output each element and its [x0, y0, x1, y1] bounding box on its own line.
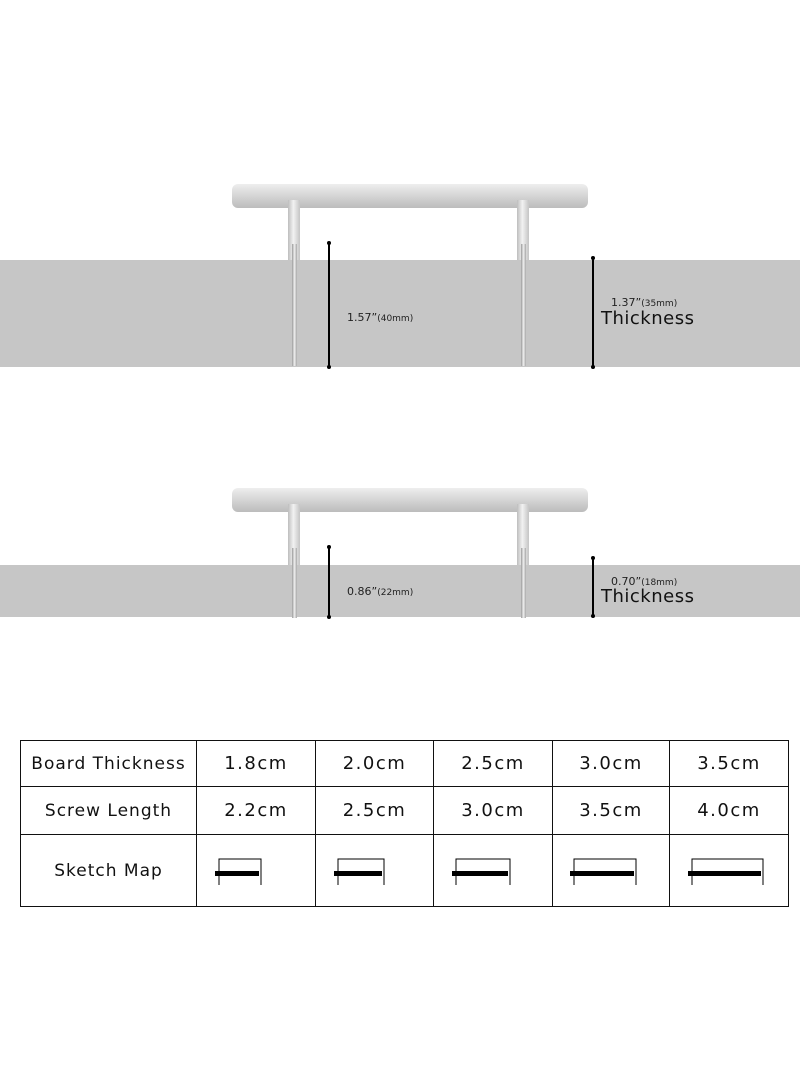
table-row-screw-length [21, 787, 789, 835]
sketch-icon [684, 851, 774, 891]
thickness-inch: 0.70” [611, 575, 642, 588]
thickness-inch: 1.37” [611, 296, 642, 309]
board-thickness-cell: 3.5cm [670, 741, 789, 787]
row-label-sketch-map: Sketch Map [21, 835, 197, 907]
screw-left [292, 548, 297, 618]
board-thickness-cell: 2.5cm [434, 741, 553, 787]
table-row-board-thickness [21, 741, 789, 787]
sketch-board-bar [334, 871, 382, 876]
sketch-cell [553, 835, 670, 907]
sketch-board-bar [688, 871, 761, 876]
sketch-icon [448, 851, 538, 891]
screw-left [292, 244, 297, 366]
screw-length-inch: 1.57” [347, 311, 378, 324]
sketch-board-bar [215, 871, 259, 876]
screw-length-mm: (40mm) [377, 314, 414, 324]
handle-bar [232, 488, 588, 512]
screw-length-cell: 4.0cm [670, 787, 789, 835]
screw-length-label [347, 580, 413, 599]
sketch-cell [434, 835, 553, 907]
sketch-icon [330, 851, 420, 891]
board-thickness-cell: 1.8cm [197, 741, 316, 787]
screw-length-label [347, 306, 413, 325]
screw-dimension-line [328, 243, 330, 367]
board-thickness-cell: 2.0cm [316, 741, 434, 787]
screw-right [521, 244, 526, 366]
screw-length-cell: 3.0cm [434, 787, 553, 835]
handle-bar [232, 184, 588, 208]
screw-length-inch: 0.86” [347, 585, 378, 598]
screw-length-mm: (22mm) [377, 588, 414, 598]
row-label-board-thickness: Board Thickness [21, 741, 197, 787]
sketch-cell [197, 835, 316, 907]
sketch-cell [316, 835, 434, 907]
spec-table [20, 740, 789, 907]
thickness-dimension-line [592, 258, 594, 367]
sketch-board-bar [452, 871, 508, 876]
screw-length-cell: 2.2cm [197, 787, 316, 835]
thickness-word: Thickness [601, 308, 695, 329]
table-row-sketch-map [21, 835, 789, 907]
row-label-screw-length: Screw Length [21, 787, 197, 835]
sketch-icon [211, 851, 301, 891]
thickness-mm: (35mm) [641, 299, 678, 309]
screw-length-cell: 3.5cm [553, 787, 670, 835]
sketch-board-bar [570, 871, 634, 876]
board-thickness-cell: 3.0cm [553, 741, 670, 787]
sketch-cell [670, 835, 789, 907]
thickness-word: Thickness [601, 586, 695, 607]
screw-length-cell: 2.5cm [316, 787, 434, 835]
screw-dimension-line [328, 547, 330, 617]
sketch-icon [566, 851, 656, 891]
thickness-dimension-line [592, 558, 594, 616]
thickness-mm: (18mm) [641, 578, 678, 588]
screw-right [521, 548, 526, 618]
